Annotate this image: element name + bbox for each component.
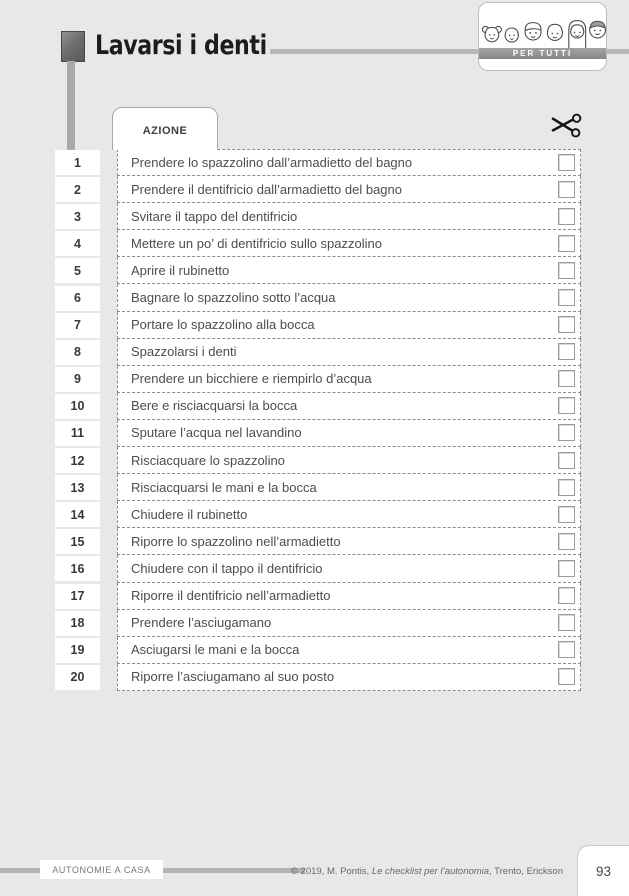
row-action-cell [117, 176, 581, 203]
row-number: 12 [55, 448, 100, 473]
checkbox[interactable] [558, 208, 575, 225]
row-action-cell [117, 583, 581, 610]
row-text: Riporre lo spazzolino nell’armadietto [131, 533, 341, 549]
table-row [55, 284, 581, 311]
table-row [55, 366, 581, 393]
copyright-line [291, 866, 563, 877]
row-text: Spazzolarsi i denti [131, 344, 237, 360]
checkbox[interactable] [558, 289, 575, 306]
row-action-cell [117, 257, 581, 284]
table-row [55, 230, 581, 257]
table-row [55, 257, 581, 284]
tab-azione-label: azione [142, 120, 188, 138]
page-number-box [577, 845, 629, 896]
row-text: Risciacquare lo spazzolino [131, 452, 285, 468]
row-action-cell [117, 664, 581, 691]
checkbox[interactable] [558, 641, 575, 658]
row-action-cell [117, 312, 581, 339]
row-action-cell [117, 555, 581, 582]
row-number: 6 [55, 286, 100, 311]
row-action-cell [117, 366, 581, 393]
checkbox[interactable] [558, 181, 575, 198]
row-number: 14 [55, 502, 100, 527]
title-square-marker [61, 31, 85, 62]
row-number: 1 [55, 150, 100, 175]
badge-label: PER TUTTI [512, 48, 573, 58]
row-text: Asciugarsi le mani e la bocca [131, 642, 300, 658]
checkbox[interactable] [558, 452, 575, 469]
title-vertical-bar [67, 61, 75, 150]
checkbox[interactable] [558, 424, 575, 441]
row-text: Prendere l’asciugamano [131, 615, 272, 631]
row-text: Mettere un po’ di dentifricio sullo spazzolino [131, 235, 382, 251]
row-number: 10 [55, 394, 100, 419]
checkbox[interactable] [558, 370, 575, 387]
row-action-cell [117, 637, 581, 664]
table-row [55, 528, 581, 555]
checkbox[interactable] [558, 506, 575, 523]
row-number: 16 [55, 556, 100, 581]
row-action-cell [117, 501, 581, 528]
row-action-cell [117, 203, 581, 230]
row-text: Svitare il tappo del dentifricio [131, 208, 298, 224]
row-text: Prendere un bicchiere e riempirlo d’acqua [131, 371, 372, 387]
row-number: 8 [55, 340, 100, 365]
row-action-cell [117, 284, 581, 311]
row-text: Prendere lo spazzolino dall’armadietto del bagno [131, 155, 413, 171]
row-action-cell [117, 149, 581, 176]
checkbox[interactable] [558, 343, 575, 360]
checkbox[interactable] [558, 614, 575, 631]
row-action-cell [117, 230, 581, 257]
checkbox[interactable] [558, 533, 575, 550]
row-number: 2 [55, 177, 100, 202]
table-row [55, 637, 581, 664]
scissors-icon [551, 113, 582, 139]
row-text: Sputare l’acqua nel lavandino [131, 425, 302, 441]
row-action-cell [117, 474, 581, 501]
checkbox[interactable] [558, 479, 575, 496]
checkbox[interactable] [558, 668, 575, 685]
copyright-suffix: , Trento, Erickson [489, 866, 563, 877]
table-row [55, 149, 581, 176]
table-row [55, 176, 581, 203]
table-row [55, 583, 581, 610]
footer-series-text: AUTONOMIE A CASA [52, 864, 151, 875]
row-text: Aprire il rubinetto [131, 262, 230, 278]
checkbox[interactable] [558, 560, 575, 577]
copyright-book-title: Le checklist per l’autonomia [371, 866, 490, 877]
row-action-cell [117, 447, 581, 474]
checkbox[interactable] [558, 235, 575, 252]
row-number: 4 [55, 231, 100, 256]
table-row [55, 555, 581, 582]
row-action-cell [117, 339, 581, 366]
row-text: Riporre l’asciugamano al suo posto [131, 669, 335, 685]
row-text: Portare lo spazzolino alla bocca [131, 317, 315, 333]
row-text: Chiudere il rubinetto [131, 506, 248, 522]
table-row [55, 501, 581, 528]
table-row [55, 339, 581, 366]
row-action-cell [117, 393, 581, 420]
checklist-table [55, 149, 581, 691]
footer-rule-right [163, 868, 305, 873]
row-number: 7 [55, 313, 100, 338]
page-title: Lavarsi i denti [95, 30, 267, 61]
row-number: 19 [55, 638, 100, 663]
checkbox[interactable] [558, 397, 575, 414]
row-text: Riporre il dentifricio nell’armadietto [131, 588, 331, 604]
table-row [55, 447, 581, 474]
row-number: 9 [55, 367, 100, 392]
copyright-prefix: © 2019, M. Pontis, [290, 866, 372, 877]
table-row [55, 203, 581, 230]
table-row [55, 664, 581, 691]
table-row [55, 312, 581, 339]
row-number: 3 [55, 204, 100, 229]
row-text: Risciacquarsi le mani e la bocca [131, 479, 317, 495]
tab-azione [112, 107, 218, 150]
table-row [55, 420, 581, 447]
row-text: Chiudere con il tappo il dentifricio [131, 560, 323, 576]
checkbox[interactable] [558, 262, 575, 279]
row-text: Prendere il dentifricio dall’armadietto del bagno [131, 181, 402, 197]
checkbox[interactable] [558, 154, 575, 171]
row-action-cell [117, 610, 581, 637]
row-number: 17 [55, 584, 100, 609]
checkbox[interactable] [558, 587, 575, 604]
row-text: Bere e risciacquarsi la bocca [131, 398, 298, 414]
row-number: 13 [55, 475, 100, 500]
badge-banner [479, 48, 606, 59]
table-row [55, 610, 581, 637]
row-number: 11 [55, 421, 100, 446]
checkbox[interactable] [558, 316, 575, 333]
page-number: 93 [595, 863, 612, 879]
footer-rule-left [0, 868, 40, 873]
row-number: 5 [55, 258, 100, 283]
row-number: 15 [55, 529, 100, 554]
row-action-cell [117, 528, 581, 555]
row-text: Bagnare lo spazzolino sotto l’acqua [131, 290, 336, 306]
row-action-cell [117, 420, 581, 447]
audience-badge [478, 2, 607, 71]
people-faces-illustration [481, 3, 606, 49]
row-number: 20 [55, 665, 100, 690]
table-row [55, 474, 581, 501]
footer-series-label [40, 860, 163, 879]
checklist-rows [55, 149, 581, 691]
row-number: 18 [55, 611, 100, 636]
table-row [55, 393, 581, 420]
